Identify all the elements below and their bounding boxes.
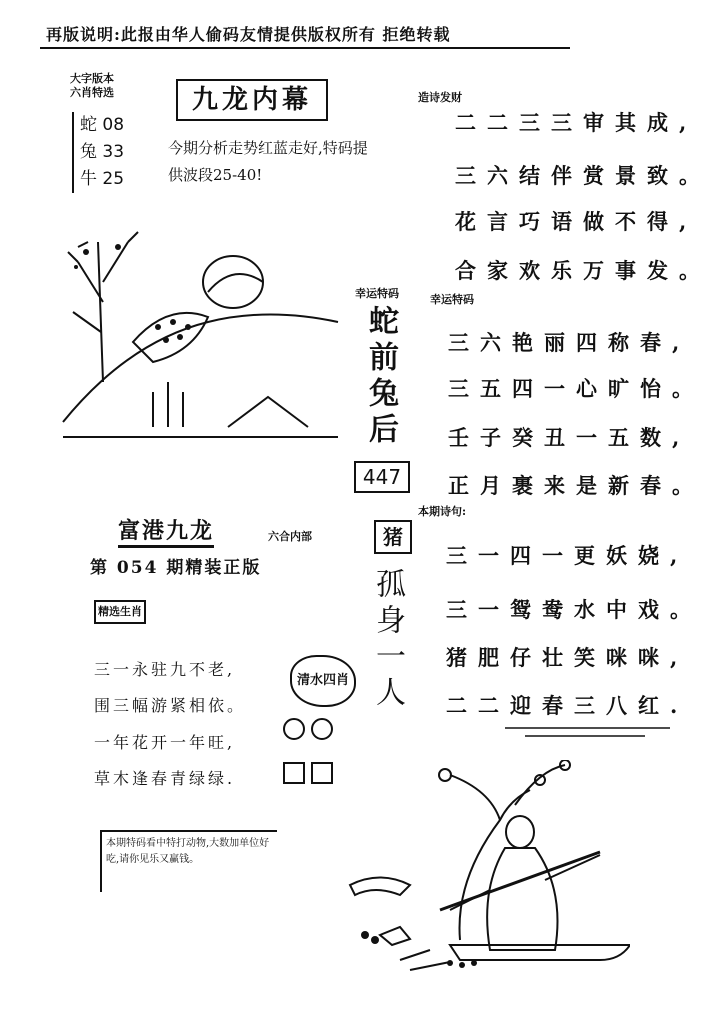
- zodiac-row: 蛇 08: [80, 115, 125, 135]
- poem3-line: 三一四一更妖娆,: [446, 543, 689, 568]
- vertical-phrase-2: 孤身一人: [370, 568, 405, 712]
- zodiac-tag-title: 大字版本 六肖特选: [70, 72, 114, 99]
- vertical-phrase-1: 蛇前兔后: [363, 305, 398, 449]
- poem1-label: 造诗发财: [418, 91, 462, 104]
- poem1-line: 花言巧语做不得,: [455, 209, 698, 234]
- handwritten-note: [100, 830, 277, 892]
- poem4-label: 精选生肖: [94, 600, 146, 624]
- analysis-text: 今期分析走势红蓝走好,特码提供波段25-40!: [168, 139, 368, 184]
- pig-stamp: 猪: [374, 520, 412, 554]
- poem4-line: 三一永驻九不老,: [94, 660, 236, 679]
- poem1-line: 二二三三审其成,: [455, 110, 698, 135]
- scholar-illustration: [340, 760, 630, 980]
- zodiac-row: 兔 33: [80, 142, 125, 162]
- number-box: 447: [354, 461, 410, 493]
- zodiac-row: 牛 25: [80, 169, 125, 189]
- decorative-underline: [505, 722, 675, 746]
- main-title-stamp: 九龙内幕: [176, 79, 328, 121]
- header-underline: [40, 47, 570, 49]
- landscape-illustration: [58, 222, 340, 448]
- header-notice: 再版说明:此报由华人偷码友情提供版权所有 拒绝转载: [46, 25, 451, 44]
- poem4-line: 一年花开一年旺,: [94, 733, 236, 752]
- zodiac-tag: [70, 72, 148, 204]
- poem4-line: 草木逢春青绿绿.: [94, 769, 236, 788]
- poem1-line: 三六结伴赏景致。: [455, 163, 711, 188]
- poem2-line: 三六艳丽四称春,: [448, 330, 691, 355]
- poem2-label: 幸运特码: [430, 293, 474, 306]
- poem3-line: 三一鸳鸯水中戏。: [446, 597, 702, 622]
- issue-title-stamp: 富港九龙: [118, 514, 214, 548]
- issue-line: 第 054 期精装正版: [90, 558, 262, 578]
- note-text: 本期特码看中特打动物,大数加单位好吃,请你见乐又赢钱。: [106, 838, 270, 865]
- special-label: 幸运特码: [355, 287, 399, 300]
- poem3-label: 本期诗句:: [418, 505, 467, 518]
- poem2-line: 壬子癸丑一五数,: [448, 425, 691, 450]
- poem2-line: 正月裹来是新春。: [448, 473, 704, 498]
- small-face-icons: [280, 715, 340, 790]
- poem2-line: 三五四一心旷怡。: [448, 376, 704, 401]
- round-stamp: 清水四肖: [290, 655, 356, 707]
- poem4-line: 围三幅游紧相依。: [94, 696, 247, 715]
- poem1-line: 合家欢乐万事发。: [455, 258, 711, 283]
- issue-small-text: 六合内部: [268, 530, 312, 543]
- poem3-line: 二二迎春三八红.: [446, 693, 689, 718]
- poem3-line: 猪肥仔壮笑咪咪,: [446, 645, 689, 670]
